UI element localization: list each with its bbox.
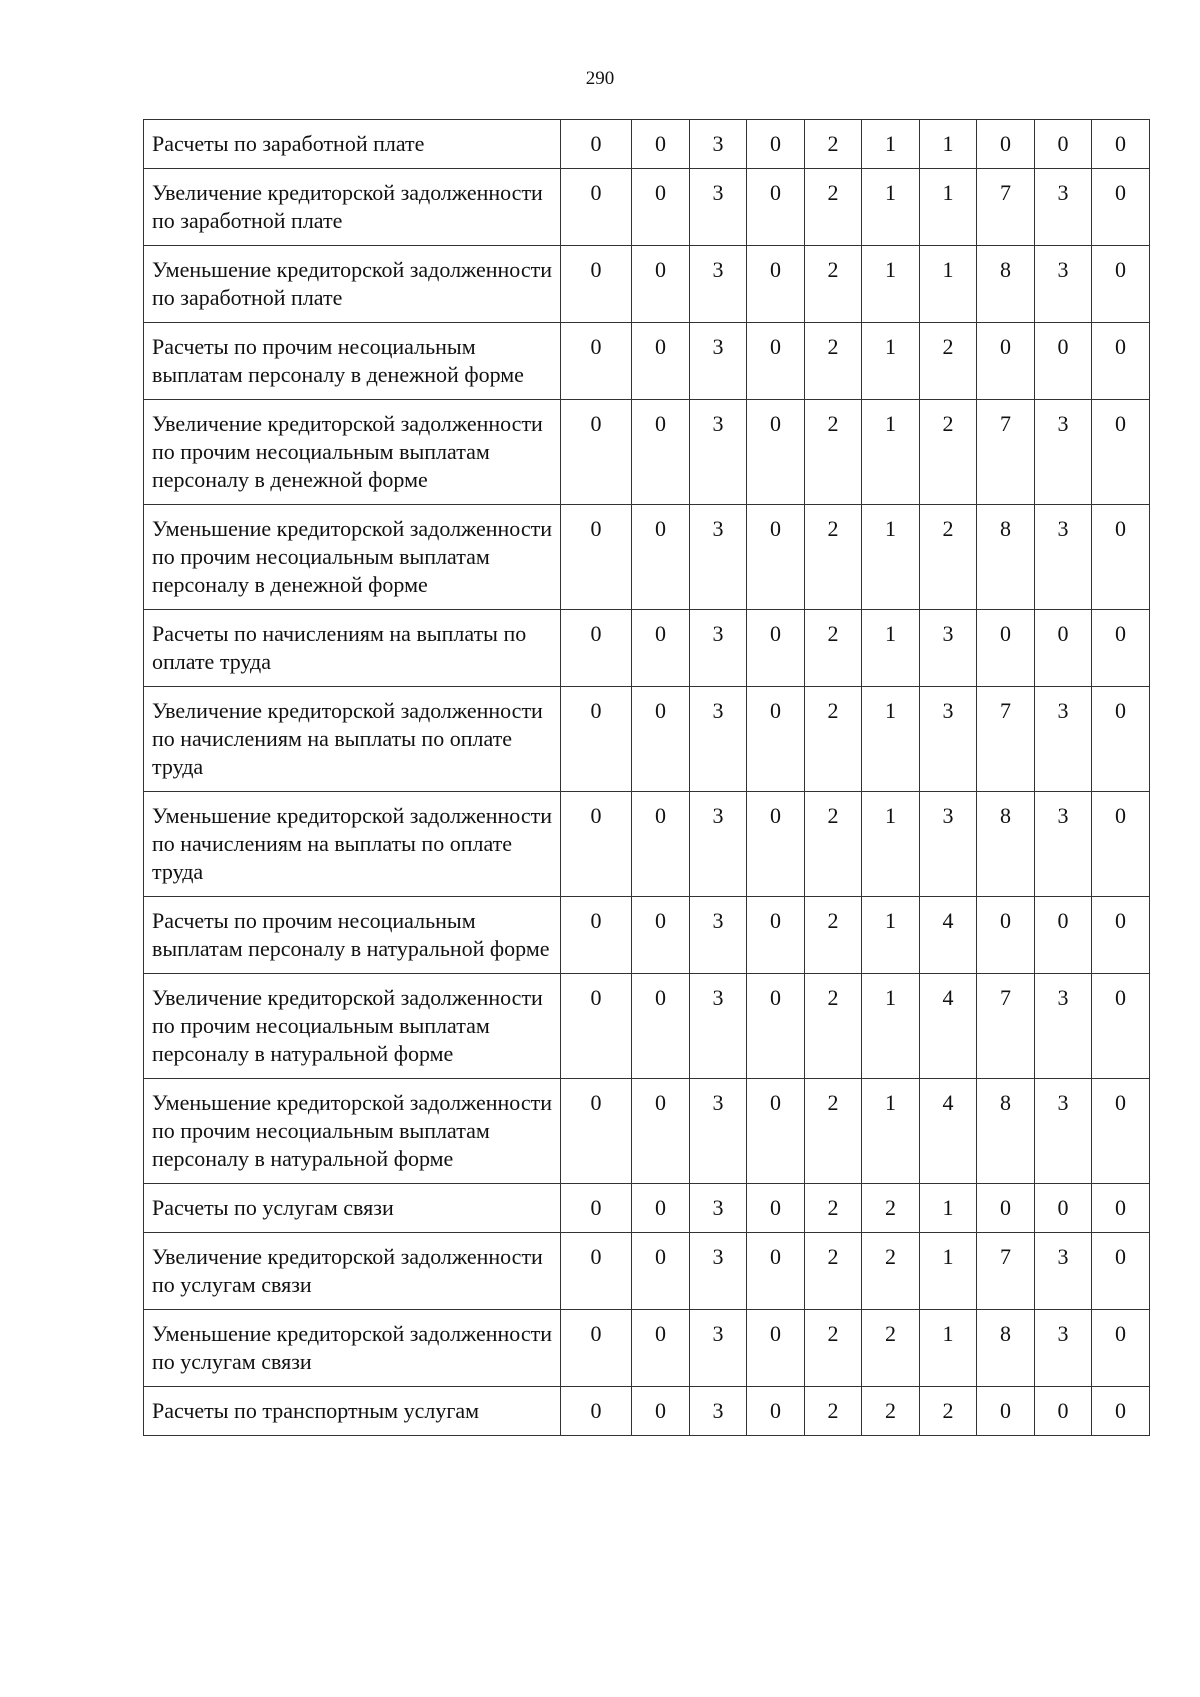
code-digit-cell: 0: [1035, 1184, 1092, 1233]
code-digit-cell: 1: [862, 610, 920, 687]
code-digit-cell: 0: [1092, 1233, 1150, 1310]
code-digit-cell: 1: [862, 974, 920, 1079]
account-name-cell: Увеличение кредиторской задолженности по начислениям на выплаты по оплате труда: [144, 687, 561, 792]
code-digit-cell: 0: [1092, 610, 1150, 687]
code-digit-cell: 0: [747, 323, 805, 400]
code-digit-cell: 0: [632, 1233, 690, 1310]
code-digit-cell: 2: [805, 169, 862, 246]
code-digit-cell: 1: [920, 1233, 977, 1310]
code-digit-cell: 0: [1035, 897, 1092, 974]
code-digit-cell: 0: [747, 1233, 805, 1310]
code-digit-cell: 0: [632, 1079, 690, 1184]
code-digit-cell: 0: [747, 974, 805, 1079]
code-digit-cell: 0: [1092, 1184, 1150, 1233]
code-digit-cell: 7: [977, 974, 1035, 1079]
table-row: [144, 400, 1150, 505]
code-digit-cell: 1: [920, 1184, 977, 1233]
table-row: [144, 897, 1150, 974]
account-name-cell: Увеличение кредиторской задолженности по услугам связи: [144, 1233, 561, 1310]
code-digit-cell: 0: [561, 897, 632, 974]
table-row: [144, 1310, 1150, 1387]
code-digit-cell: 8: [977, 1310, 1035, 1387]
code-digit-cell: 2: [805, 687, 862, 792]
code-digit-cell: 2: [805, 505, 862, 610]
account-name-cell: Расчеты по заработной плате: [144, 120, 561, 169]
code-digit-cell: 0: [632, 120, 690, 169]
code-digit-cell: 0: [1092, 323, 1150, 400]
code-digit-cell: 0: [977, 1387, 1035, 1436]
code-digit-cell: 0: [1092, 169, 1150, 246]
code-digit-cell: 3: [690, 1233, 747, 1310]
code-digit-cell: 0: [561, 1387, 632, 1436]
code-digit-cell: 0: [561, 687, 632, 792]
code-digit-cell: 1: [862, 687, 920, 792]
code-digit-cell: 3: [1035, 246, 1092, 323]
code-digit-cell: 0: [1092, 687, 1150, 792]
code-digit-cell: 0: [632, 505, 690, 610]
code-digit-cell: 3: [690, 610, 747, 687]
table-row: [144, 1079, 1150, 1184]
code-digit-cell: 0: [632, 169, 690, 246]
code-digit-cell: 0: [632, 687, 690, 792]
code-digit-cell: 2: [920, 1387, 977, 1436]
code-digit-cell: 2: [862, 1184, 920, 1233]
table-row: [144, 687, 1150, 792]
code-digit-cell: 0: [1092, 400, 1150, 505]
code-digit-cell: 2: [862, 1233, 920, 1310]
code-digit-cell: 2: [805, 610, 862, 687]
code-digit-cell: 3: [690, 169, 747, 246]
account-name-cell: Уменьшение кредиторской задолженности по прочим несоциальным выплатам персоналу в натуральной форме: [144, 1079, 561, 1184]
code-digit-cell: 0: [747, 1079, 805, 1184]
table-row: [144, 246, 1150, 323]
code-digit-cell: 3: [1035, 974, 1092, 1079]
code-digit-cell: 0: [1035, 120, 1092, 169]
code-digit-cell: 0: [561, 505, 632, 610]
table-row: [144, 505, 1150, 610]
code-digit-cell: 0: [1092, 897, 1150, 974]
code-digit-cell: 0: [561, 400, 632, 505]
code-digit-cell: 7: [977, 169, 1035, 246]
code-digit-cell: 3: [1035, 1079, 1092, 1184]
code-digit-cell: 0: [1092, 1079, 1150, 1184]
code-digit-cell: 0: [1092, 1310, 1150, 1387]
table-row: [144, 169, 1150, 246]
code-digit-cell: 8: [977, 505, 1035, 610]
code-digit-cell: 0: [747, 897, 805, 974]
code-digit-cell: 0: [632, 610, 690, 687]
code-digit-cell: 0: [977, 897, 1035, 974]
table-row: [144, 120, 1150, 169]
code-digit-cell: 3: [690, 1387, 747, 1436]
table-row: [144, 1387, 1150, 1436]
code-digit-cell: 3: [920, 610, 977, 687]
code-digit-cell: 2: [805, 1310, 862, 1387]
code-digit-cell: 3: [1035, 1233, 1092, 1310]
code-digit-cell: 0: [561, 1310, 632, 1387]
code-digit-cell: 0: [561, 120, 632, 169]
code-digit-cell: 0: [1092, 120, 1150, 169]
code-digit-cell: 2: [920, 400, 977, 505]
account-name-cell: Уменьшение кредиторской задолженности по услугам связи: [144, 1310, 561, 1387]
account-codes-table: [143, 119, 1150, 1436]
account-name-cell: Расчеты по начислениям на выплаты по оплате труда: [144, 610, 561, 687]
code-digit-cell: 2: [862, 1310, 920, 1387]
code-digit-cell: 1: [862, 792, 920, 897]
code-digit-cell: 8: [977, 1079, 1035, 1184]
code-digit-cell: 1: [920, 169, 977, 246]
code-digit-cell: 1: [862, 169, 920, 246]
code-digit-cell: 0: [561, 1233, 632, 1310]
code-digit-cell: 3: [690, 974, 747, 1079]
account-name-cell: Увеличение кредиторской задолженности по прочим несоциальным выплатам персоналу в денежной форме: [144, 400, 561, 505]
code-digit-cell: 0: [632, 897, 690, 974]
code-digit-cell: 3: [690, 1310, 747, 1387]
code-digit-cell: 2: [920, 323, 977, 400]
code-digit-cell: 2: [805, 974, 862, 1079]
code-digit-cell: 1: [862, 120, 920, 169]
code-digit-cell: 0: [747, 169, 805, 246]
table-body: [144, 120, 1150, 1436]
account-name-cell: Уменьшение кредиторской задолженности по заработной плате: [144, 246, 561, 323]
code-digit-cell: 0: [747, 505, 805, 610]
code-digit-cell: 7: [977, 687, 1035, 792]
code-digit-cell: 0: [561, 323, 632, 400]
account-name-cell: Расчеты по транспортным услугам: [144, 1387, 561, 1436]
code-digit-cell: 0: [747, 792, 805, 897]
code-digit-cell: 8: [977, 792, 1035, 897]
code-digit-cell: 0: [632, 974, 690, 1079]
code-digit-cell: 3: [690, 897, 747, 974]
code-digit-cell: 3: [920, 687, 977, 792]
code-digit-cell: 0: [632, 1387, 690, 1436]
code-digit-cell: 2: [805, 792, 862, 897]
code-digit-cell: 0: [977, 610, 1035, 687]
code-digit-cell: 4: [920, 1079, 977, 1184]
code-digit-cell: 0: [747, 1310, 805, 1387]
code-digit-cell: 2: [805, 897, 862, 974]
code-digit-cell: 0: [1092, 1387, 1150, 1436]
code-digit-cell: 0: [561, 169, 632, 246]
table-row: [144, 1184, 1150, 1233]
code-digit-cell: 0: [747, 120, 805, 169]
account-name-cell: Увеличение кредиторской задолженности по заработной плате: [144, 169, 561, 246]
code-digit-cell: 0: [1092, 792, 1150, 897]
code-digit-cell: 8: [977, 246, 1035, 323]
account-name-cell: Расчеты по прочим несоциальным выплатам персоналу в денежной форме: [144, 323, 561, 400]
code-digit-cell: 3: [1035, 400, 1092, 505]
account-name-cell: Расчеты по прочим несоциальным выплатам персоналу в натуральной форме: [144, 897, 561, 974]
account-name-cell: Расчеты по услугам связи: [144, 1184, 561, 1233]
code-digit-cell: 0: [747, 610, 805, 687]
code-digit-cell: 3: [690, 687, 747, 792]
code-digit-cell: 0: [747, 687, 805, 792]
code-digit-cell: 3: [1035, 505, 1092, 610]
code-digit-cell: 0: [977, 1184, 1035, 1233]
code-digit-cell: 0: [1092, 974, 1150, 1079]
code-digit-cell: 3: [1035, 792, 1092, 897]
code-digit-cell: 0: [632, 246, 690, 323]
code-digit-cell: 0: [1035, 610, 1092, 687]
table-row: [144, 792, 1150, 897]
code-digit-cell: 3: [690, 1079, 747, 1184]
code-digit-cell: 0: [561, 246, 632, 323]
code-digit-cell: 0: [632, 323, 690, 400]
code-digit-cell: 7: [977, 1233, 1035, 1310]
code-digit-cell: 1: [920, 246, 977, 323]
table-row: [144, 610, 1150, 687]
code-digit-cell: 0: [1092, 246, 1150, 323]
code-digit-cell: 0: [561, 792, 632, 897]
code-digit-cell: 0: [561, 974, 632, 1079]
code-digit-cell: 4: [920, 897, 977, 974]
code-digit-cell: 7: [977, 400, 1035, 505]
code-digit-cell: 1: [862, 897, 920, 974]
code-digit-cell: 3: [690, 1184, 747, 1233]
code-digit-cell: 1: [862, 1079, 920, 1184]
code-digit-cell: 3: [1035, 687, 1092, 792]
code-digit-cell: 0: [632, 792, 690, 897]
code-digit-cell: 2: [862, 1387, 920, 1436]
code-digit-cell: 3: [690, 505, 747, 610]
code-digit-cell: 1: [862, 323, 920, 400]
code-digit-cell: 0: [747, 246, 805, 323]
code-digit-cell: 3: [1035, 169, 1092, 246]
code-digit-cell: 0: [561, 1079, 632, 1184]
code-digit-cell: 2: [805, 120, 862, 169]
code-digit-cell: 2: [805, 1233, 862, 1310]
code-digit-cell: 4: [920, 974, 977, 1079]
code-digit-cell: 2: [805, 400, 862, 505]
code-digit-cell: 0: [747, 1387, 805, 1436]
table-row: [144, 1233, 1150, 1310]
code-digit-cell: 2: [805, 1184, 862, 1233]
code-digit-cell: 0: [747, 1184, 805, 1233]
code-digit-cell: 0: [977, 323, 1035, 400]
code-digit-cell: 2: [805, 246, 862, 323]
code-digit-cell: 3: [690, 323, 747, 400]
code-digit-cell: 0: [1092, 505, 1150, 610]
account-name-cell: Уменьшение кредиторской задолженности по прочим несоциальным выплатам персоналу в денежной форме: [144, 505, 561, 610]
code-digit-cell: 0: [632, 1310, 690, 1387]
code-digit-cell: 0: [561, 610, 632, 687]
code-digit-cell: 0: [1035, 1387, 1092, 1436]
code-digit-cell: 0: [977, 120, 1035, 169]
code-digit-cell: 2: [805, 323, 862, 400]
account-name-cell: Увеличение кредиторской задолженности по прочим несоциальным выплатам персоналу в натуральной форме: [144, 974, 561, 1079]
table-row: [144, 323, 1150, 400]
code-digit-cell: 3: [920, 792, 977, 897]
code-digit-cell: 0: [747, 400, 805, 505]
code-digit-cell: 0: [632, 400, 690, 505]
code-digit-cell: 1: [862, 400, 920, 505]
code-digit-cell: 1: [920, 120, 977, 169]
code-digit-cell: 3: [690, 120, 747, 169]
account-name-cell: Уменьшение кредиторской задолженности по начислениям на выплаты по оплате труда: [144, 792, 561, 897]
code-digit-cell: 0: [632, 1184, 690, 1233]
code-digit-cell: 2: [805, 1079, 862, 1184]
code-digit-cell: 3: [690, 246, 747, 323]
code-digit-cell: 2: [920, 505, 977, 610]
code-digit-cell: 2: [805, 1387, 862, 1436]
table-row: [144, 974, 1150, 1079]
code-digit-cell: 3: [690, 792, 747, 897]
code-digit-cell: 3: [1035, 1310, 1092, 1387]
code-digit-cell: 1: [920, 1310, 977, 1387]
code-digit-cell: 0: [561, 1184, 632, 1233]
code-digit-cell: 1: [862, 505, 920, 610]
code-digit-cell: 3: [690, 400, 747, 505]
code-digit-cell: 1: [862, 246, 920, 323]
code-digit-cell: 0: [1035, 323, 1092, 400]
page-number: 290: [585, 68, 615, 89]
